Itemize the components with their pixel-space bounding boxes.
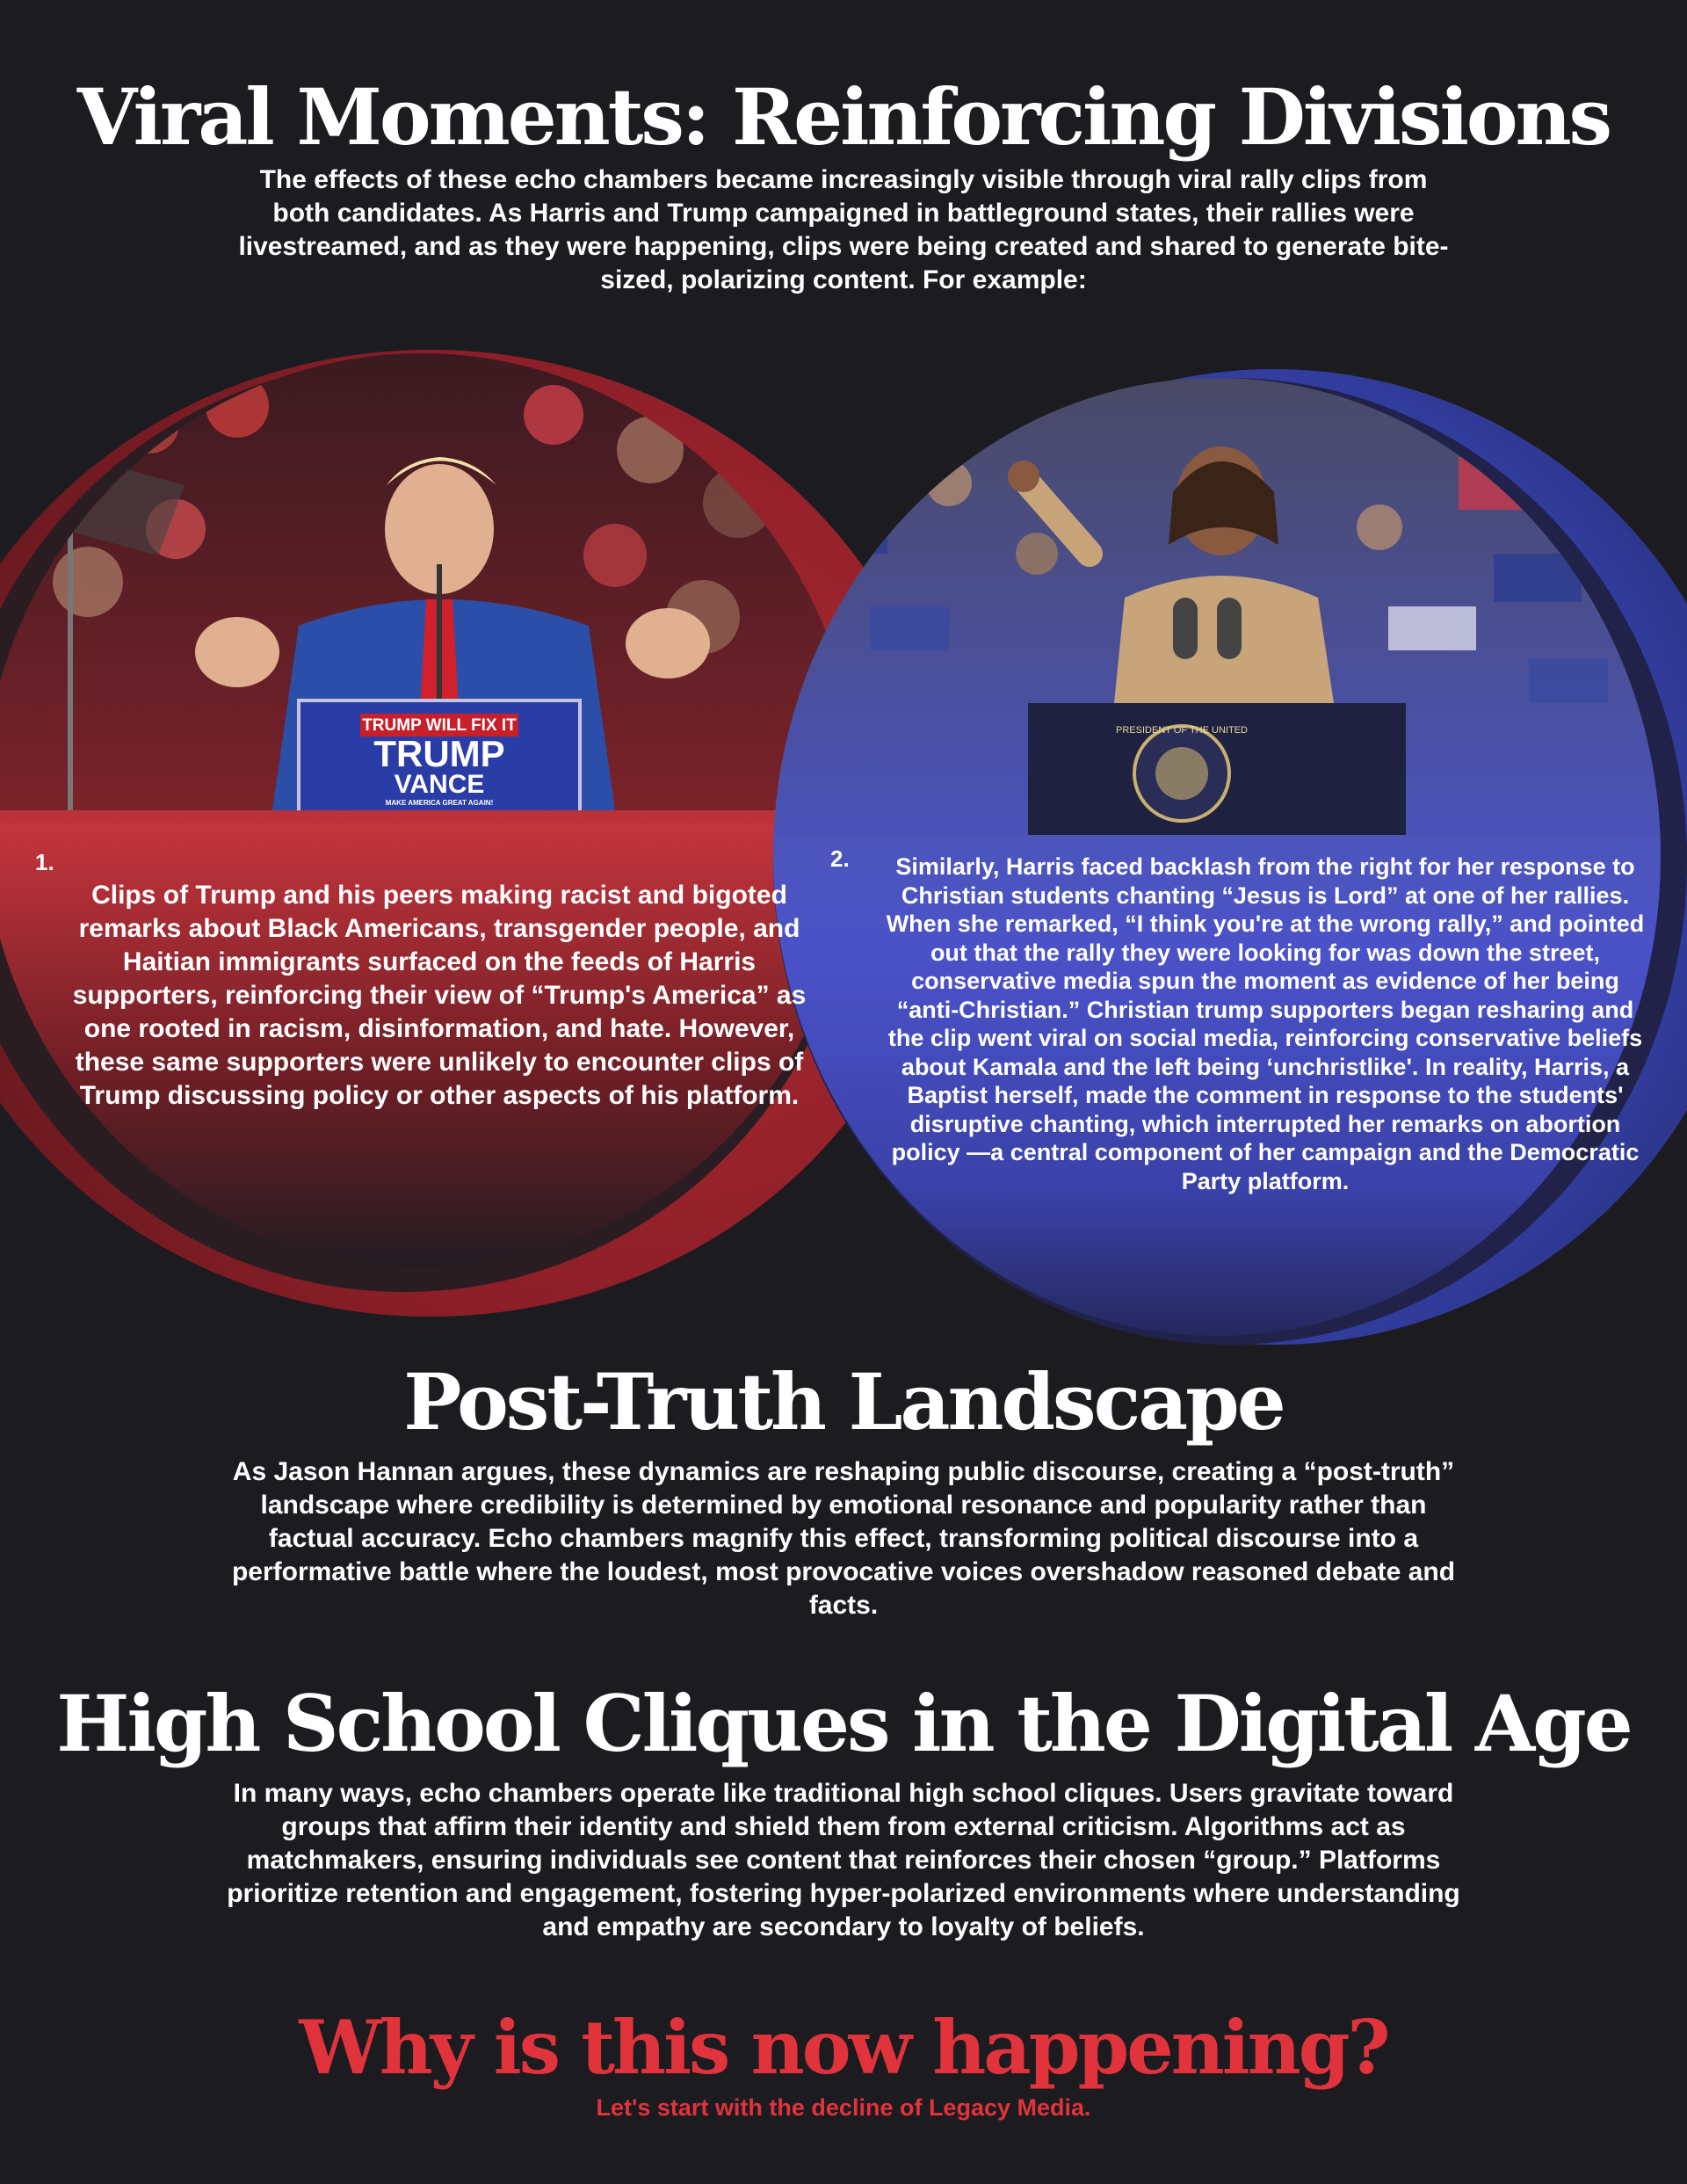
cliques-paragraph: In many ways, echo chambers operate like traditional high school cliques. Users gravitate toward groups that affirm their identity and shield them from external criticism. Algorithms act as matchmakers, ensuring individuals see content that reinforces their chosen “group.” Platforms prioritize retention and engagement, fostering hyper-polarized environments where understanding and empathy are secondary to loyalty of beliefs. — [227, 1779, 1460, 1941]
post-truth-lead: As — [232, 1457, 274, 1486]
microphone — [1217, 598, 1242, 659]
viral-intro-paragraph: The effects of these echo chambers became increasingly visible through viral rally clips from both candidates. As Harris and Trump campaigned in battleground states, their rallies were livestreamed, and as they were happening, clips were being created and shared to generate bite-sized, polarizing content. For example: — [238, 165, 1449, 294]
podium-sign-small: MAKE AMERICA GREAT AGAIN! — [385, 799, 494, 807]
harris-backlash-paragraph: Similarly, Harris faced backlash from the right for her response to Christian students chanting “Jesus is Lord” at one of her rallies. When she remarked, “I think you're at the wrong rally,” and pointed out that the rally they were looking for was down the street, conservative media spun the moment as evidence of her being “anti-Christian.” Christian trump supporters began resharing and the clip went viral on social media, reinforcing conservative beliefs about Kamala and the left being ‘unchristlike'. In reality, Harris, a Baptist herself, made the comment in response to the students' disruptive chanting, which interrupted her remarks on abortion policy —a central component of her campaign and the Democratic Party platform. — [886, 853, 1645, 1194]
trump-rally-photo — [0, 353, 861, 810]
post-truth-title: Post-Truth Landscape — [403, 1356, 1284, 1448]
legacy-media-subtitle: Let's start with the decline of Legacy Media. — [596, 2094, 1091, 2121]
item-number-2: 2. — [830, 845, 850, 872]
post-truth-body: argues, these dynamics are reshaping public discourse, creating a “post-truth” landscape where credibility is determined by emotional resonance and popularity rather than factual accuracy. Echo chambers magnify this effect, transforming political discourse into a performative battle where the loudest, most provocative voices overshadow reasoned debate and facts. — [231, 1457, 1456, 1620]
jason-hannan-name: Jason Hannan — [273, 1457, 454, 1486]
podium-sign-sub: VANCE — [394, 770, 485, 799]
viral-moments-title: Viral Moments: Reinforcing Divisions — [76, 71, 1611, 163]
podium-sign-main: TRUMP — [373, 733, 505, 774]
cliques-title: High School Cliques in the Digital Age — [56, 1678, 1631, 1769]
podium-sign-top: TRUMP WILL FIX IT — [362, 716, 517, 735]
seal-text: PRESIDENT OF THE UNITED — [1116, 725, 1248, 736]
post-truth-paragraph — [220, 1455, 1467, 1622]
trump-clips-paragraph: Clips of Trump and his peers making racist and bigoted remarks about Black Americans, transgender people, and Haitian immigrants surfaced on the feeds of Harris supporters, reinforcing their view of “Trump's America” as one rooted in racism, disinformation, and hate. However, these same supporters were unlikely to encounter clips of Trump discussing policy or other aspects of his platform. — [72, 881, 807, 1110]
microphone — [1173, 598, 1198, 659]
trump-rally-circle — [0, 353, 861, 1267]
why-happening-title: Why is this now happening? — [299, 2004, 1388, 2091]
item-number-1: 1. — [35, 849, 54, 875]
harris-rally-photo — [773, 378, 1661, 835]
